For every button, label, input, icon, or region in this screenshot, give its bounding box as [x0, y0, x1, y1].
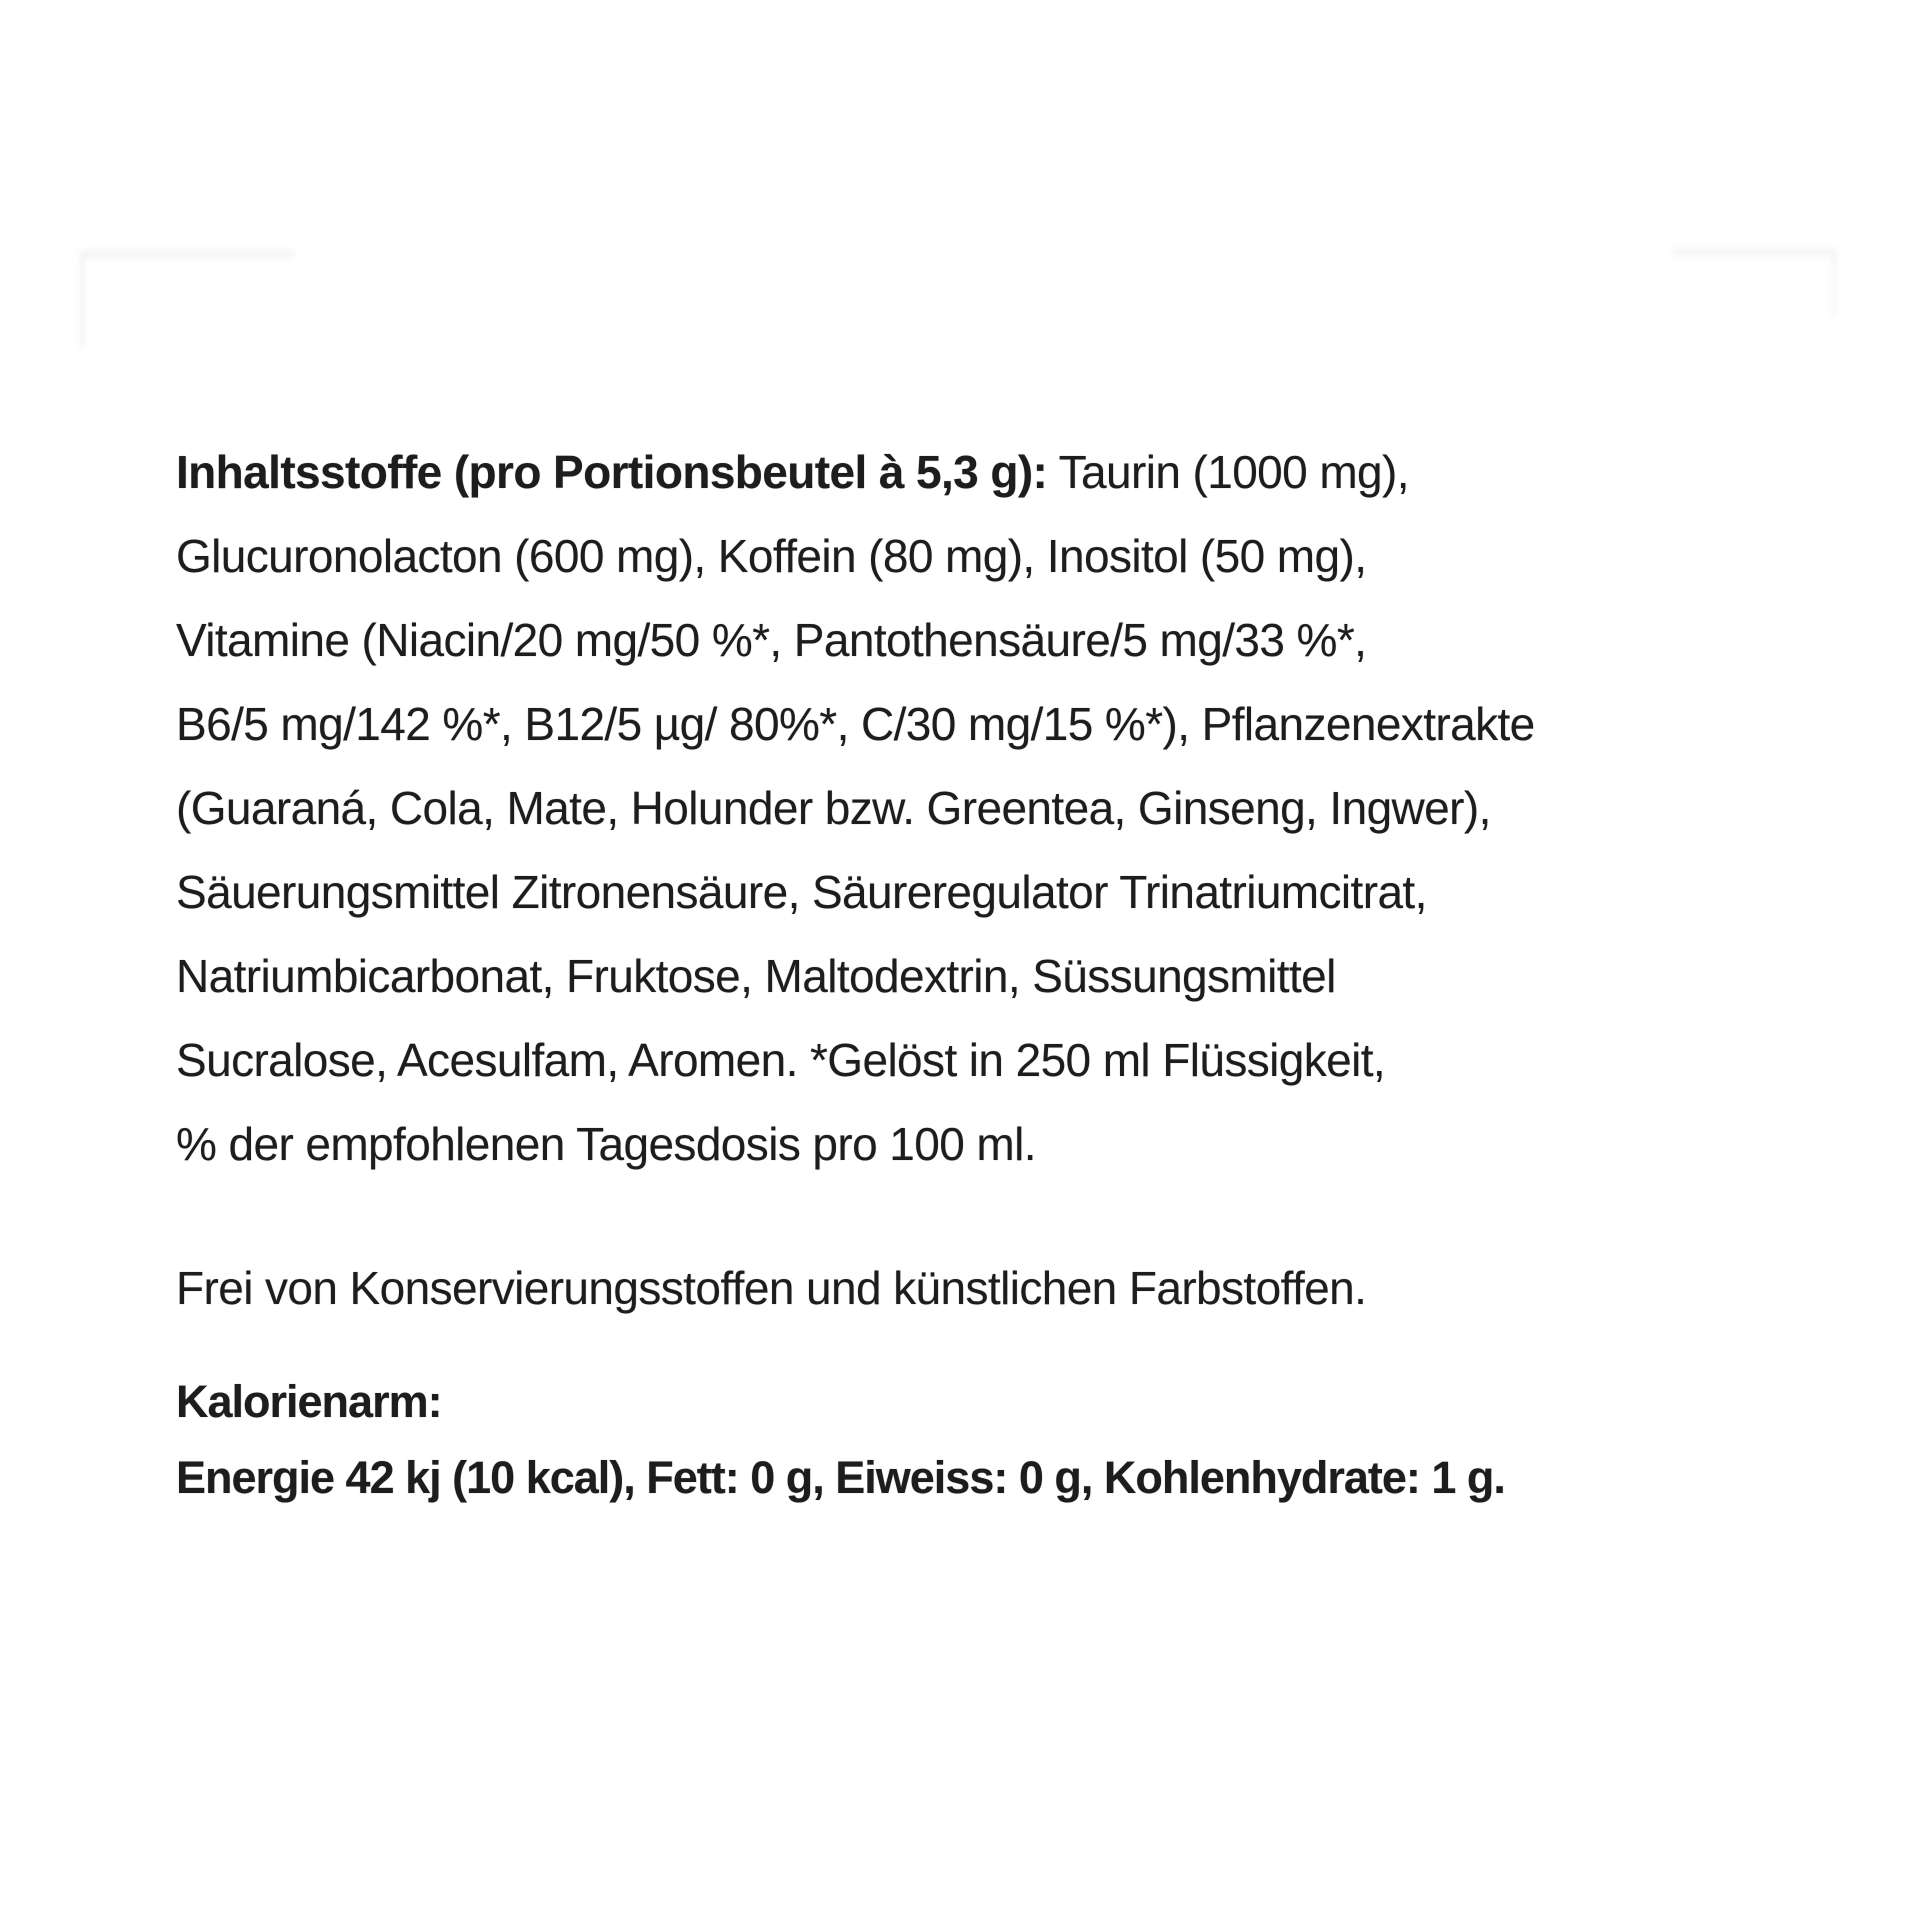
ingredients-line: B6/5 mg/142 %*, B12/5 µg/ 80%*, C/30 mg/15 %*), Pflanzenextrakte [176, 698, 1535, 750]
ingredients-heading-rest: Taurin (1000 mg), [1047, 446, 1409, 498]
label-edge-artifact-right [1672, 248, 1836, 316]
ingredients-line: (Guaraná, Cola, Mate, Holunder bzw. Greentea, Ginseng, Ingwer), [176, 782, 1491, 834]
nutrition-section [176, 1364, 1505, 1516]
nutrition-values: Energie 42 kj (10 kcal), Fett: 0 g, Eiweiss: 0 g, Kohlenhydrate: 1 g. [176, 1452, 1505, 1503]
ingredients-line: Säuerungsmittel Zitronensäure, Säureregulator Trinatriumcitrat, [176, 866, 1427, 918]
preservative-free-note: Frei von Konservierungsstoffen und künstlichen Farbstoffen. [176, 1262, 1367, 1314]
ingredients-line: Glucuronolacton (600 mg), Koffein (80 mg), Inositol (50 mg), [176, 530, 1367, 582]
ingredients-line: Sucralose, Acesulfam, Aromen. *Gelöst in 250 ml Flüssigkeit, [176, 1034, 1386, 1086]
ingredients-line: Vitamine (Niacin/20 mg/50 %*, Pantothensäure/5 mg/33 %*, [176, 614, 1367, 666]
ingredients-heading: Inhaltsstoffe (pro Portionsbeutel à 5,3 g): [176, 446, 1048, 498]
ingredients-line: % der empfohlenen Tagesdosis pro 100 ml. [176, 1118, 1036, 1170]
ingredients-paragraph [176, 430, 1535, 1186]
label-edge-artifact-left [80, 250, 294, 348]
ingredients-line: Natriumbicarbonat, Fruktose, Maltodextrin, Süssungsmittel [176, 950, 1336, 1002]
nutrition-heading: Kalorienarm: [176, 1376, 442, 1427]
ingredients-line [176, 430, 1535, 514]
